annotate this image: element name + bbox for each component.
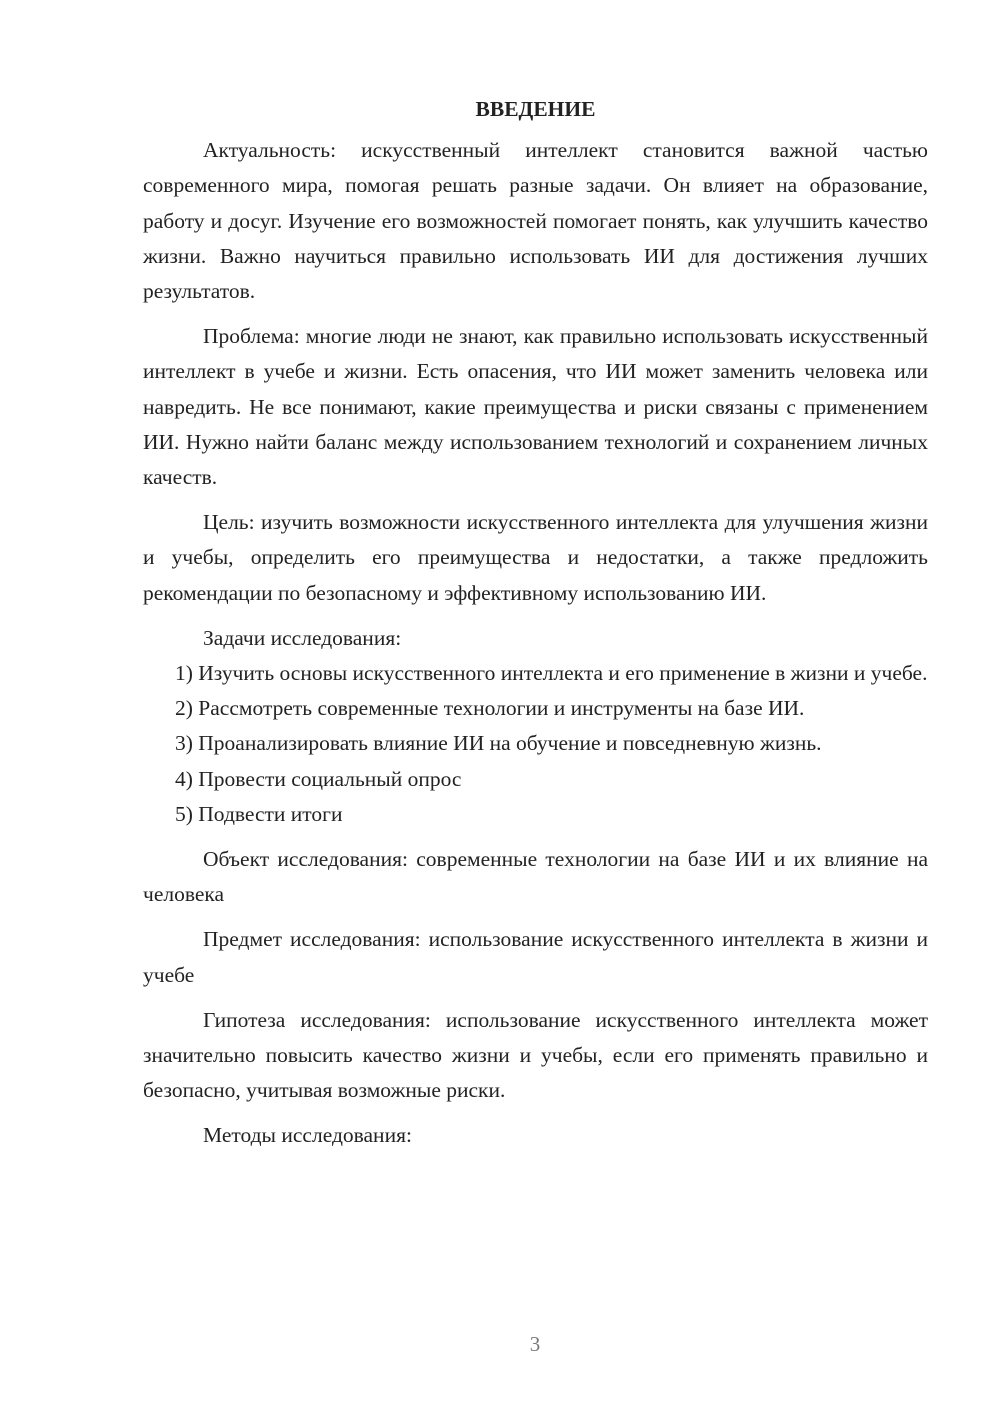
problem-paragraph: Проблема: многие люди не знают, как правильно использовать искусственный интеллект в учебе и жизни. Есть опасения, что ИИ может заменить человека или навредить. Не все понимают, какие преимущества и риски связаны с применением ИИ. Нужно найти баланс между использованием технологий и сохранением личных качеств. <box>143 324 928 490</box>
task-item-5: 5) Подвести итоги <box>175 801 343 826</box>
goal-paragraph: Цель: изучить возможности искусственного интеллекта для улучшения жизни и учебы, определить его преимущества и недостатки, а также предложить рекомендации по безопасному и эффективному использованию ИИ. <box>143 510 928 605</box>
methods-title: Методы исследования: <box>203 1123 412 1148</box>
task-item-1: 1) Изучить основы искусственного интеллекта и его применение в жизни и учебе. <box>175 661 928 686</box>
section-heading: ВВЕДЕНИЕ <box>475 97 596 121</box>
task-item-4: 4) Провести социальный опрос <box>175 766 462 791</box>
hypothesis-paragraph: Гипотеза исследования: использование искусственного интеллекта может значительно повысить качество жизни и учебы, если его применять правильно и безопасно, учитывая возможные риски. <box>143 1007 928 1103</box>
object-paragraph: Объект исследования: современные технологии на базе ИИ и их влияние на человека <box>143 847 928 907</box>
task-item-2: 2) Рассмотреть современные технологии и инструменты на базе ИИ. <box>175 696 805 721</box>
tasks-title: Задачи исследования: <box>203 625 402 650</box>
relevance-paragraph: Актуальность: искусственный интеллект становится важной частью современного мира, помогая решать разные задачи. Он влияет на образование, работу и досуг. Изучение его возможностей помогает понять, как улучшить качество жизни. Важно научиться правильно использовать ИИ для достижения лучших результатов. <box>143 138 928 304</box>
page-number: 3 <box>529 1332 541 1356</box>
subject-paragraph: Предмет исследования: использование искусственного интеллекта в жизни и учебе <box>143 927 928 987</box>
task-item-3: 3) Проанализировать влияние ИИ на обучение и повседневную жизнь. <box>175 731 822 756</box>
page-body <box>143 92 928 1154</box>
tasks-list <box>143 656 928 832</box>
